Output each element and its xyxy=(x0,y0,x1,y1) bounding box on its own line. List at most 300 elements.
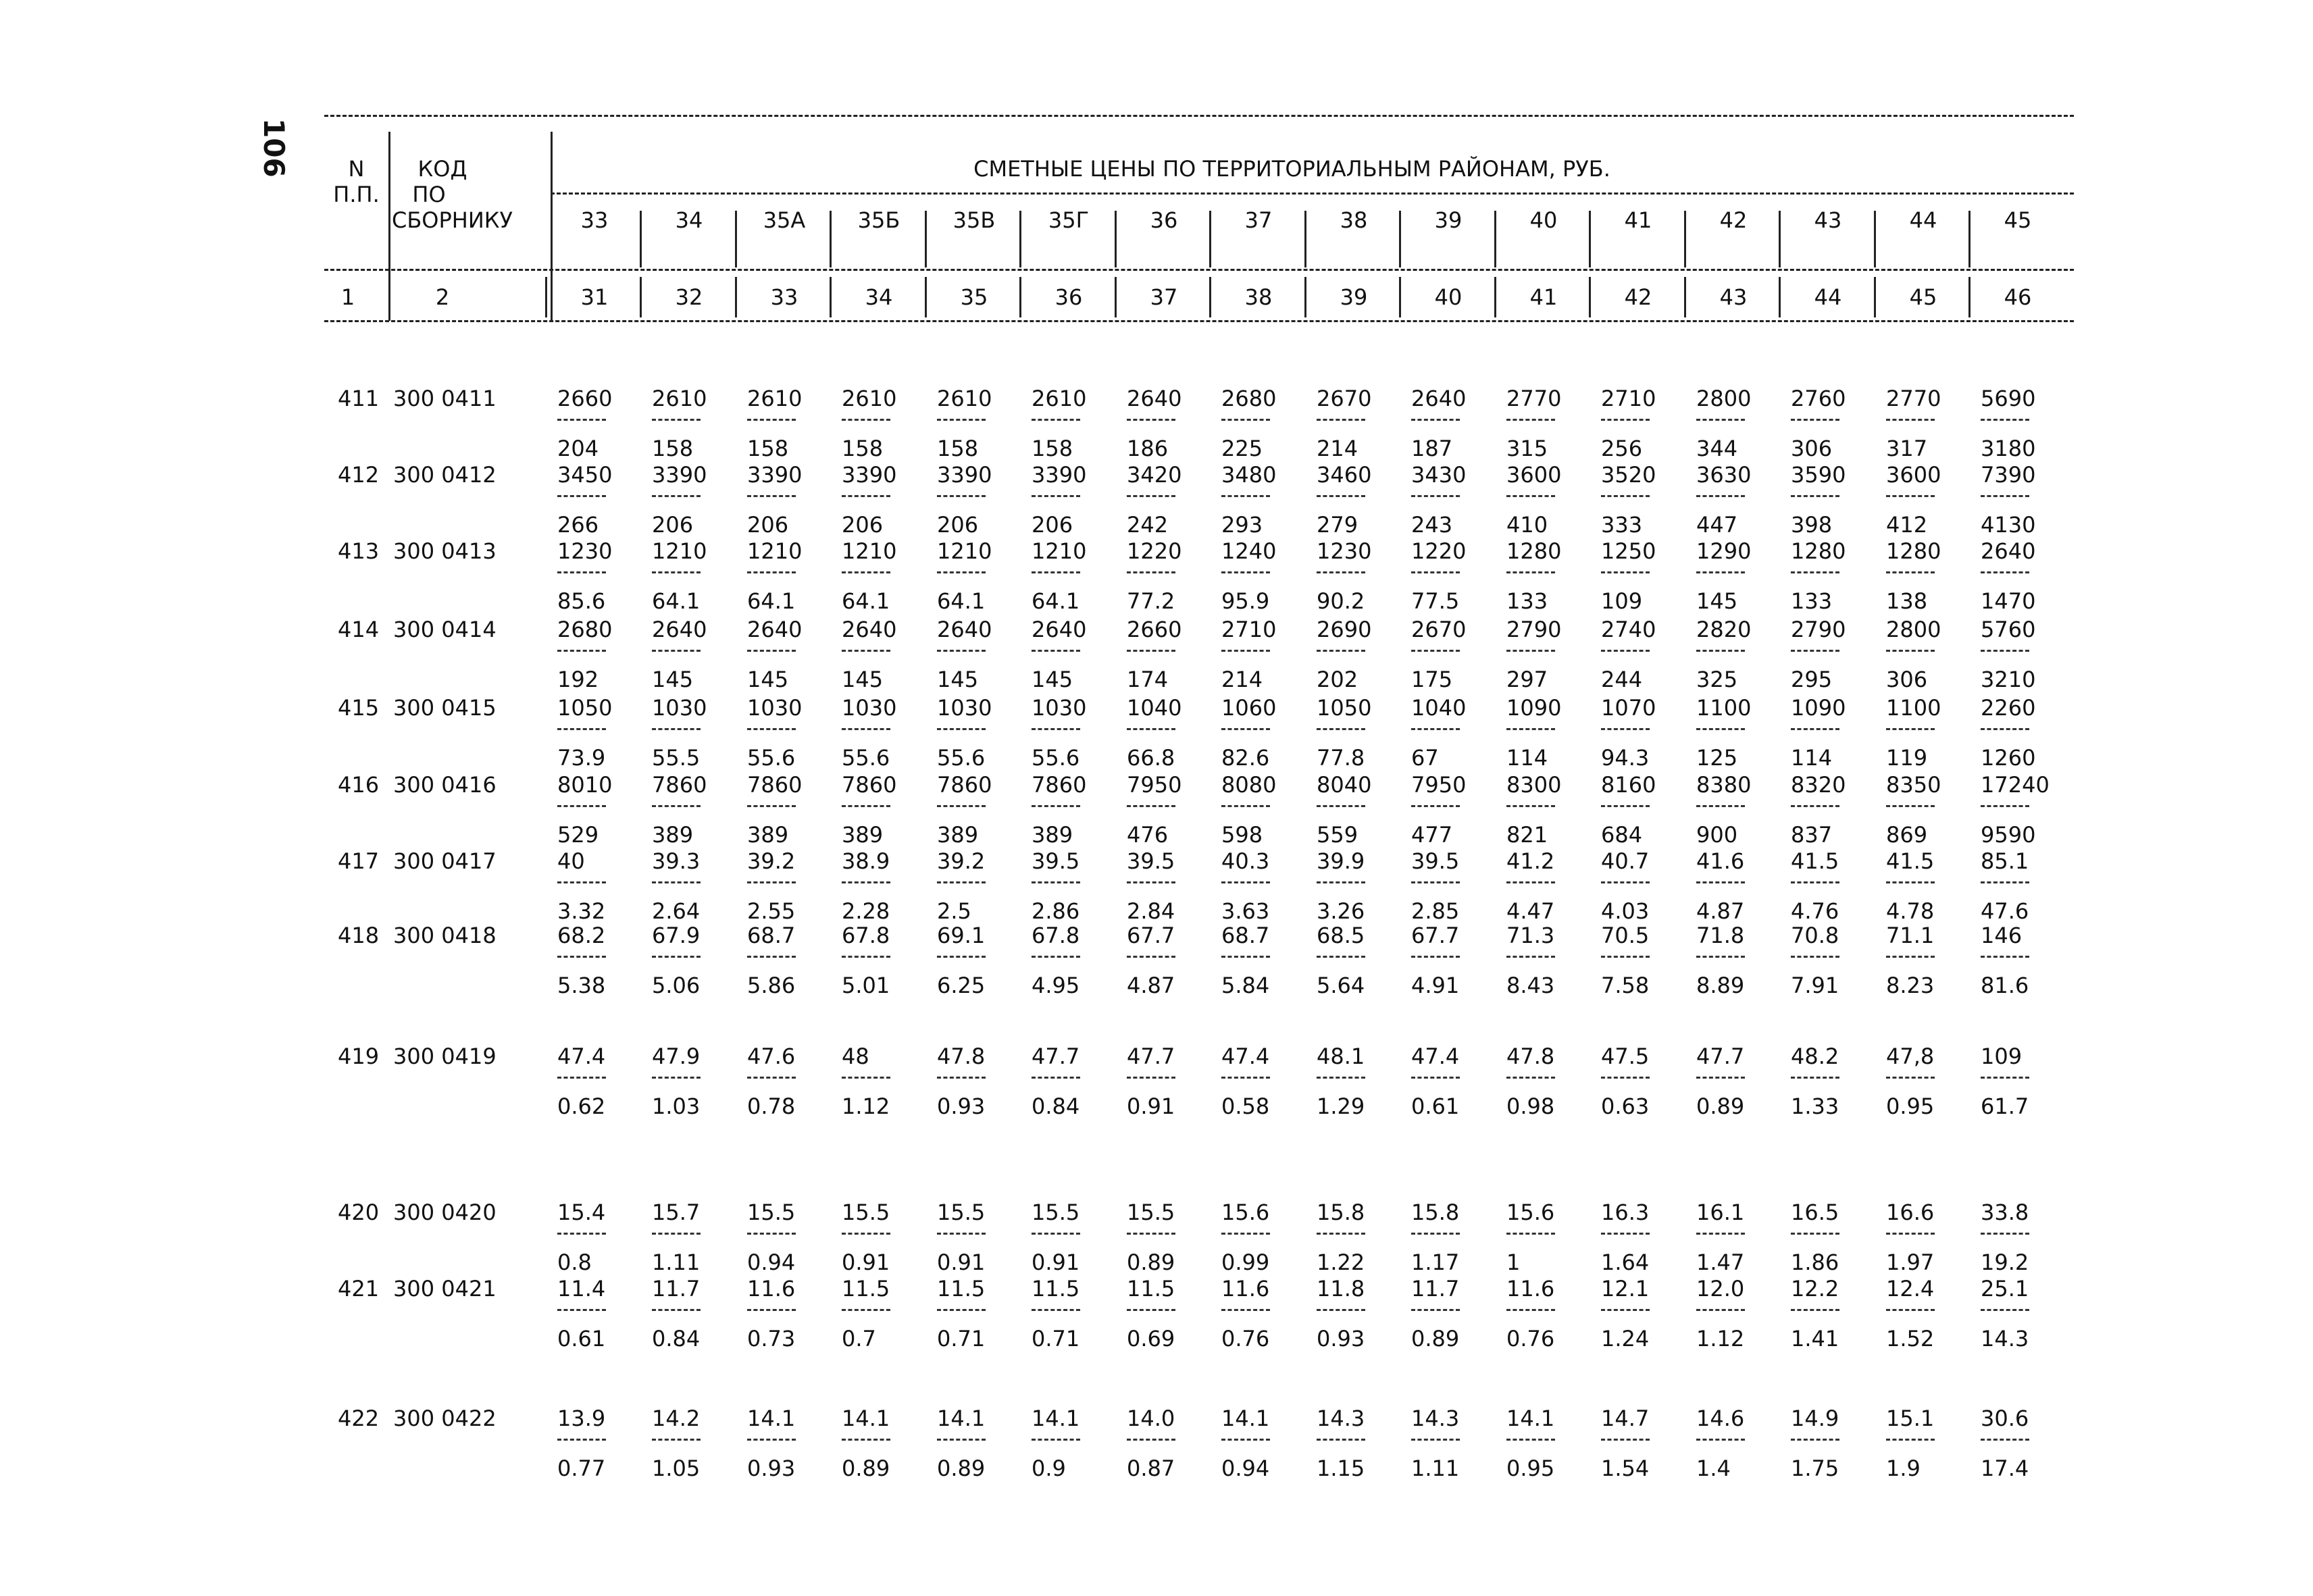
table-cell: 2770 xyxy=(1886,386,1941,411)
cell-divider xyxy=(842,805,890,807)
cell-divider xyxy=(1886,728,1935,730)
table-cell: 67 xyxy=(1411,745,1439,771)
row-code: 300 0420 xyxy=(393,1200,497,1225)
table-cell: 5760 xyxy=(1981,617,2036,642)
cell-divider xyxy=(1791,881,1839,883)
header-number: 37 xyxy=(1150,284,1178,310)
table-cell: 837 xyxy=(1791,822,1833,848)
table-cell: 41.5 xyxy=(1886,848,1935,874)
header-divider xyxy=(1684,211,1686,267)
cell-divider xyxy=(1791,1309,1839,1311)
cell-divider xyxy=(1317,805,1365,807)
table-cell: 125 xyxy=(1696,745,1738,771)
table-cell: 174 xyxy=(1127,667,1169,692)
cell-divider xyxy=(1791,495,1839,497)
cell-divider xyxy=(1221,1077,1270,1079)
table-cell: 30.6 xyxy=(1981,1406,2029,1431)
row-number: 417 xyxy=(338,848,380,874)
table-cell: 8.89 xyxy=(1696,973,1745,998)
table-cell: 1.24 xyxy=(1601,1326,1650,1352)
table-cell: 14.1 xyxy=(1506,1406,1555,1431)
table-cell: 14.1 xyxy=(1032,1406,1080,1431)
header-number: 39 xyxy=(1340,284,1368,310)
cell-divider xyxy=(1601,419,1650,421)
table-cell: 114 xyxy=(1506,745,1548,771)
table-cell: 1.17 xyxy=(1411,1250,1460,1275)
row-code: 300 0417 xyxy=(393,848,497,874)
table-cell: 67.7 xyxy=(1411,923,1460,948)
table-cell: 225 xyxy=(1221,436,1263,461)
cell-divider xyxy=(1221,1233,1270,1235)
table-cell: 11.6 xyxy=(1506,1276,1555,1302)
cell-divider xyxy=(842,728,890,730)
table-cell: 1280 xyxy=(1886,538,1941,564)
table-cell: 8.43 xyxy=(1506,973,1555,998)
table-cell: 15.8 xyxy=(1411,1200,1460,1225)
table-cell: 77.5 xyxy=(1411,588,1460,614)
cell-divider xyxy=(1791,650,1839,652)
table-cell: 306 xyxy=(1886,667,1928,692)
header-divider xyxy=(1399,277,1401,317)
table-cell: 41.5 xyxy=(1791,848,1839,874)
table-cell: 175 xyxy=(1411,667,1453,692)
cell-divider xyxy=(1601,495,1650,497)
table-cell: 3390 xyxy=(842,462,897,488)
cell-divider xyxy=(557,419,606,421)
cell-divider xyxy=(652,650,701,652)
row-code: 300 0413 xyxy=(393,538,497,564)
table-cell: 64.1 xyxy=(1032,588,1080,614)
table-cell: 476 xyxy=(1127,822,1169,848)
table-cell: 17240 xyxy=(1981,772,2050,798)
cell-divider xyxy=(1506,1309,1555,1311)
table-cell: 15.5 xyxy=(937,1200,986,1225)
header-rule-bottom xyxy=(324,320,2074,322)
table-cell: 295 xyxy=(1791,667,1833,692)
table-cell: 109 xyxy=(1981,1044,2023,1069)
table-cell: 158 xyxy=(652,436,694,461)
header-region-code: 39 xyxy=(1434,207,1463,233)
table-cell: 266 xyxy=(557,512,599,538)
cell-divider xyxy=(842,1309,890,1311)
table-cell: 2.85 xyxy=(1411,898,1460,924)
table-cell: 1.15 xyxy=(1317,1456,1365,1481)
table-cell: 11.4 xyxy=(557,1276,606,1302)
table-cell: 389 xyxy=(652,822,694,848)
cell-divider xyxy=(1601,728,1650,730)
table-cell: 73.9 xyxy=(557,745,606,771)
table-cell: 2640 xyxy=(1981,538,2036,564)
cell-divider xyxy=(1506,956,1555,958)
header-divider xyxy=(1209,211,1211,267)
table-cell: 0.91 xyxy=(842,1250,890,1275)
header-divider xyxy=(1115,211,1117,267)
table-cell: 0.89 xyxy=(1127,1250,1175,1275)
table-cell: 279 xyxy=(1317,512,1358,538)
table-cell: 8320 xyxy=(1791,772,1846,798)
cell-divider xyxy=(1791,571,1839,573)
table-cell: 16.1 xyxy=(1696,1200,1745,1225)
header-region-code: 40 xyxy=(1529,207,1558,233)
cell-divider xyxy=(1791,805,1839,807)
table-cell: 15.5 xyxy=(1127,1200,1175,1225)
cell-divider xyxy=(842,650,890,652)
table-cell: 4.87 xyxy=(1696,898,1745,924)
cell-divider xyxy=(1032,419,1080,421)
table-cell: 0.61 xyxy=(1411,1093,1460,1119)
cell-divider xyxy=(1411,956,1460,958)
cell-divider xyxy=(1411,495,1460,497)
row-number: 414 xyxy=(338,617,380,642)
header-divider xyxy=(1209,277,1211,317)
cell-divider xyxy=(1506,805,1555,807)
table-cell: 0.98 xyxy=(1506,1093,1555,1119)
table-cell: 11.6 xyxy=(1221,1276,1270,1302)
header-divider xyxy=(1779,211,1781,267)
table-cell: 47.4 xyxy=(1411,1044,1460,1069)
cell-divider xyxy=(1221,805,1270,807)
cell-divider xyxy=(937,1309,986,1311)
cell-divider xyxy=(1127,1233,1175,1235)
table-cell: 1210 xyxy=(747,538,803,564)
cell-divider xyxy=(937,805,986,807)
cell-divider xyxy=(1411,419,1460,421)
table-cell: 389 xyxy=(747,822,789,848)
table-cell: 244 xyxy=(1601,667,1643,692)
table-cell: 306 xyxy=(1791,436,1833,461)
table-cell: 214 xyxy=(1317,436,1358,461)
table-cell: 0.77 xyxy=(557,1456,606,1481)
cell-divider xyxy=(1886,419,1935,421)
header-number: 32 xyxy=(675,284,703,310)
header-divider xyxy=(830,277,832,317)
table-cell: 11.7 xyxy=(652,1276,701,1302)
row-code: 300 0411 xyxy=(393,386,497,411)
header-region-code: 34 xyxy=(675,207,703,233)
cell-divider xyxy=(652,1077,701,1079)
row-number: 418 xyxy=(338,923,380,948)
cell-divider xyxy=(1317,728,1365,730)
cell-divider xyxy=(842,1233,890,1235)
cell-divider xyxy=(1506,495,1555,497)
header-divider xyxy=(1115,277,1117,317)
cell-divider xyxy=(557,728,606,730)
cell-divider xyxy=(652,728,701,730)
header-rule-mid xyxy=(324,269,2074,271)
table-cell: 39.9 xyxy=(1317,848,1365,874)
table-cell: 3390 xyxy=(747,462,803,488)
table-cell: 68.7 xyxy=(1221,923,1270,948)
table-cell: 114 xyxy=(1791,745,1833,771)
table-cell: 0.94 xyxy=(1221,1456,1270,1481)
table-cell: 0.84 xyxy=(1032,1093,1080,1119)
cell-divider xyxy=(747,571,796,573)
cell-divider xyxy=(1411,805,1460,807)
table-cell: 8380 xyxy=(1696,772,1752,798)
table-cell: 2680 xyxy=(557,617,613,642)
header-region-code: 42 xyxy=(1719,207,1748,233)
table-cell: 16.3 xyxy=(1601,1200,1650,1225)
cell-divider xyxy=(747,495,796,497)
cell-divider xyxy=(1696,1233,1745,1235)
table-cell: 0.91 xyxy=(1127,1093,1175,1119)
cell-divider xyxy=(557,881,606,883)
header-divider xyxy=(1779,277,1781,317)
table-cell: 19.2 xyxy=(1981,1250,2029,1275)
table-cell: 2260 xyxy=(1981,695,2036,721)
header-col-pp: П.П. xyxy=(333,182,380,207)
table-cell: 0.91 xyxy=(1032,1250,1080,1275)
table-cell: 2640 xyxy=(747,617,803,642)
cell-divider xyxy=(1791,956,1839,958)
cell-divider xyxy=(1221,728,1270,730)
table-cell: 206 xyxy=(747,512,789,538)
cell-divider xyxy=(747,1233,796,1235)
cell-divider xyxy=(1981,728,2029,730)
table-cell: 15.8 xyxy=(1317,1200,1365,1225)
table-cell: 3390 xyxy=(1032,462,1087,488)
row-number: 412 xyxy=(338,462,380,488)
table-cell: 1030 xyxy=(937,695,992,721)
cell-divider xyxy=(1317,1309,1365,1311)
cell-divider xyxy=(1411,571,1460,573)
table-cell: 0.89 xyxy=(937,1456,986,1481)
cell-divider xyxy=(557,1233,606,1235)
cell-divider xyxy=(1886,881,1935,883)
cell-divider xyxy=(937,1233,986,1235)
header-region-code: 45 xyxy=(2004,207,2032,233)
cell-divider xyxy=(1032,571,1080,573)
header-region-code: 43 xyxy=(1814,207,1842,233)
table-cell: 1100 xyxy=(1886,695,1941,721)
table-cell: 7860 xyxy=(937,772,992,798)
table-cell: 187 xyxy=(1411,436,1453,461)
cell-divider xyxy=(1886,1233,1935,1235)
table-cell: 133 xyxy=(1791,588,1833,614)
table-cell: 145 xyxy=(1696,588,1738,614)
cell-divider xyxy=(1981,1077,2029,1079)
cell-divider xyxy=(1032,728,1080,730)
table-cell: 81.6 xyxy=(1981,973,2029,998)
row-code: 300 0419 xyxy=(393,1044,497,1069)
table-cell: 14.3 xyxy=(1317,1406,1365,1431)
cell-divider xyxy=(1127,1439,1175,1441)
table-cell: 1.33 xyxy=(1791,1093,1839,1119)
table-cell: 1030 xyxy=(747,695,803,721)
cell-divider xyxy=(937,956,986,958)
table-cell: 2800 xyxy=(1886,617,1941,642)
cell-divider xyxy=(1221,495,1270,497)
cell-divider xyxy=(1696,728,1745,730)
cell-divider xyxy=(1317,956,1365,958)
table-cell: 2640 xyxy=(937,617,992,642)
table-cell: 1240 xyxy=(1221,538,1277,564)
header-number: 43 xyxy=(1719,284,1748,310)
table-cell: 1230 xyxy=(557,538,613,564)
table-cell: 7.58 xyxy=(1601,973,1650,998)
cell-divider xyxy=(937,1077,986,1079)
table-cell: 47.9 xyxy=(652,1044,701,1069)
row-code: 300 0418 xyxy=(393,923,497,948)
table-cell: 14.1 xyxy=(842,1406,890,1431)
table-cell: 47.6 xyxy=(747,1044,796,1069)
table-cell: 64.1 xyxy=(652,588,701,614)
table-cell: 55.6 xyxy=(842,745,890,771)
table-cell: 11.5 xyxy=(842,1276,890,1302)
table-cell: 398 xyxy=(1791,512,1833,538)
table-cell: 1.11 xyxy=(652,1250,701,1275)
table-cell: 0.69 xyxy=(1127,1326,1175,1352)
table-cell: 2610 xyxy=(652,386,707,411)
cell-divider xyxy=(1981,1439,2029,1441)
table-cell: 3.63 xyxy=(1221,898,1270,924)
table-cell: 3420 xyxy=(1127,462,1182,488)
header-divider xyxy=(1019,277,1021,317)
cell-divider xyxy=(1127,495,1175,497)
header-region-code: 33 xyxy=(580,207,609,233)
table-cell: 317 xyxy=(1886,436,1928,461)
table-cell: 2.55 xyxy=(747,898,796,924)
cell-divider xyxy=(1981,881,2029,883)
table-cell: 1230 xyxy=(1317,538,1372,564)
table-cell: 1100 xyxy=(1696,695,1752,721)
table-cell: 8350 xyxy=(1886,772,1941,798)
header-divider xyxy=(735,277,737,317)
table-cell: 5.84 xyxy=(1221,973,1270,998)
cell-divider xyxy=(1221,1439,1270,1441)
table-cell: 206 xyxy=(842,512,884,538)
table-cell: 2740 xyxy=(1601,617,1656,642)
row-number: 421 xyxy=(338,1276,380,1302)
table-cell: 2640 xyxy=(1127,386,1182,411)
table-cell: 14.1 xyxy=(1221,1406,1270,1431)
header-number: 46 xyxy=(2004,284,2032,310)
table-cell: 7.91 xyxy=(1791,973,1839,998)
table-cell: 2710 xyxy=(1601,386,1656,411)
table-cell: 3460 xyxy=(1317,462,1372,488)
table-cell: 1280 xyxy=(1506,538,1562,564)
table-cell: 55.6 xyxy=(937,745,986,771)
table-cell: 3430 xyxy=(1411,462,1467,488)
cell-divider xyxy=(937,571,986,573)
cell-divider xyxy=(1981,419,2029,421)
table-cell: 145 xyxy=(842,667,884,692)
table-cell: 3600 xyxy=(1506,462,1562,488)
cell-divider xyxy=(1221,1309,1270,1311)
cell-divider xyxy=(1317,1439,1365,1441)
table-cell: 15.5 xyxy=(1032,1200,1080,1225)
table-cell: 3390 xyxy=(652,462,707,488)
table-cell: 9590 xyxy=(1981,822,2036,848)
row-number: 411 xyxy=(338,386,380,411)
cell-divider xyxy=(1127,956,1175,958)
cell-divider xyxy=(1127,650,1175,652)
table-cell: 11.7 xyxy=(1411,1276,1460,1302)
table-cell: 243 xyxy=(1411,512,1453,538)
table-cell: 14.0 xyxy=(1127,1406,1175,1431)
header-region-code: 35А xyxy=(763,207,806,233)
table-cell: 15.5 xyxy=(842,1200,890,1225)
table-cell: 67.7 xyxy=(1127,923,1175,948)
table-cell: 2.64 xyxy=(652,898,701,924)
cell-divider xyxy=(1127,1077,1175,1079)
cell-divider xyxy=(1506,1233,1555,1235)
table-cell: 47.8 xyxy=(1506,1044,1555,1069)
cell-divider xyxy=(937,881,986,883)
table-cell: 14.2 xyxy=(652,1406,701,1431)
cell-divider xyxy=(1601,881,1650,883)
table-cell: 15.6 xyxy=(1506,1200,1555,1225)
cell-divider xyxy=(747,805,796,807)
table-cell: 15.5 xyxy=(747,1200,796,1225)
cell-divider xyxy=(1317,650,1365,652)
cell-divider xyxy=(1411,1077,1460,1079)
table-cell: 2800 xyxy=(1696,386,1752,411)
table-cell: 66.8 xyxy=(1127,745,1175,771)
table-cell: 389 xyxy=(842,822,884,848)
table-cell: 133 xyxy=(1506,588,1548,614)
table-cell: 206 xyxy=(1032,512,1073,538)
table-cell: 0.84 xyxy=(652,1326,701,1352)
cell-divider xyxy=(1506,1439,1555,1441)
cell-divider xyxy=(747,1077,796,1079)
table-cell: 1280 xyxy=(1791,538,1846,564)
table-cell: 55.6 xyxy=(747,745,796,771)
table-cell: 2690 xyxy=(1317,617,1372,642)
header-number: 31 xyxy=(580,284,609,310)
table-cell: 145 xyxy=(1032,667,1073,692)
table-cell: 0.87 xyxy=(1127,1456,1175,1481)
table-cell: 14.7 xyxy=(1601,1406,1650,1431)
table-cell: 1.64 xyxy=(1601,1250,1650,1275)
cell-divider xyxy=(1411,881,1460,883)
header-region-code: 44 xyxy=(1909,207,1937,233)
header-divider xyxy=(1494,277,1496,317)
cell-divider xyxy=(1696,1077,1745,1079)
row-code: 300 0412 xyxy=(393,462,497,488)
table-cell: 0.71 xyxy=(1032,1326,1080,1352)
cell-divider xyxy=(1127,571,1175,573)
table-cell: 1.54 xyxy=(1601,1456,1650,1481)
table-cell: 204 xyxy=(557,436,599,461)
cell-divider xyxy=(557,1077,606,1079)
cell-divider xyxy=(652,956,701,958)
cell-divider xyxy=(747,419,796,421)
cell-divider xyxy=(1411,1439,1460,1441)
cell-divider xyxy=(1221,956,1270,958)
table-cell: 7860 xyxy=(652,772,707,798)
table-cell: 2640 xyxy=(1411,386,1467,411)
header-col-code: КОД xyxy=(417,156,467,182)
table-cell: 4.47 xyxy=(1506,898,1555,924)
cell-divider xyxy=(1032,1233,1080,1235)
table-cell: 14.3 xyxy=(1411,1406,1460,1431)
table-cell: 477 xyxy=(1411,822,1453,848)
table-cell: 146 xyxy=(1981,923,2023,948)
cell-divider xyxy=(1696,650,1745,652)
header-number: 33 xyxy=(770,284,798,310)
table-cell: 1.22 xyxy=(1317,1250,1365,1275)
cell-divider xyxy=(1601,1309,1650,1311)
cell-divider xyxy=(1317,1077,1365,1079)
table-cell: 2.86 xyxy=(1032,898,1080,924)
cell-divider xyxy=(652,881,701,883)
table-cell: 4.03 xyxy=(1601,898,1650,924)
cell-divider xyxy=(1411,728,1460,730)
cell-divider xyxy=(1981,1233,2029,1235)
table-cell: 85.1 xyxy=(1981,848,2029,874)
cell-divider xyxy=(1317,571,1365,573)
